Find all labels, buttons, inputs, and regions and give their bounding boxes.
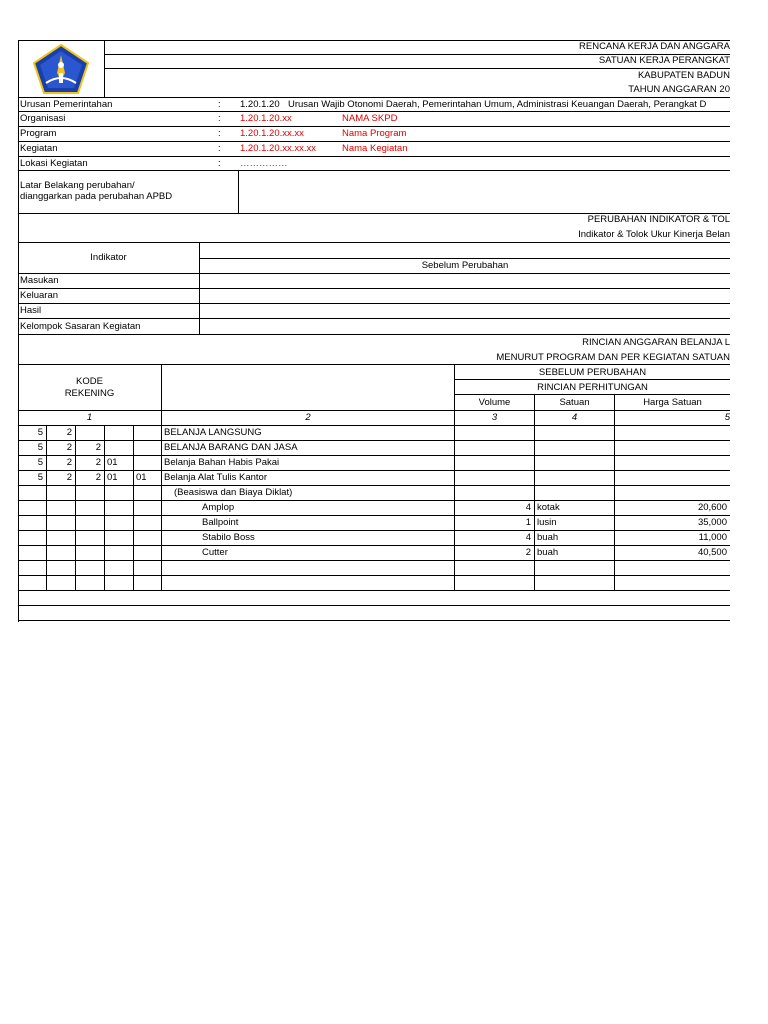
- cell-k2: [47, 531, 76, 545]
- rincian-table-header: [18, 365, 730, 411]
- cell-k1: [18, 516, 47, 530]
- info-label: Organisasi: [20, 113, 66, 124]
- header-line-4: TAHUN ANGGARAN 20: [628, 84, 730, 95]
- info-code: 1.20.1.20.xx.xx.xx: [240, 143, 317, 154]
- table-row: [18, 501, 730, 516]
- cell-uraian: Amplop: [162, 501, 455, 515]
- header-line-1: RENCANA KERJA DAN ANGGARA: [105, 40, 730, 55]
- cell-k3: [76, 546, 105, 560]
- indikator-subtitle: Indikator & Tolok Ukur Kinerja Belan: [18, 227, 730, 243]
- header-block: [18, 40, 730, 97]
- cell-sat: [535, 486, 615, 500]
- cell-harga: 40,500: [697, 547, 727, 558]
- cell-k2: [47, 486, 76, 500]
- cell-k5: [134, 531, 162, 545]
- cell-k5: [134, 456, 162, 470]
- cell-harga: 20,600: [697, 502, 727, 513]
- info-colon: :: [218, 99, 221, 110]
- cell-vol: [455, 441, 535, 455]
- cell-k2: [47, 546, 76, 560]
- info-row-kegiatan: [18, 142, 730, 157]
- cell-k1: [18, 576, 47, 590]
- cell-sat: buah: [535, 546, 615, 560]
- cell-sat: [535, 576, 615, 590]
- table-row: [18, 456, 730, 471]
- cell-k4: [105, 441, 134, 455]
- cell-k4: [105, 426, 134, 440]
- table-row: [18, 576, 730, 591]
- cell-vol: [455, 456, 535, 470]
- cell-k3: [76, 426, 105, 440]
- cell-k5: [134, 441, 162, 455]
- info-code: 1.20.1.20.xx: [240, 113, 292, 124]
- cell-k5: [134, 576, 162, 590]
- table-row: [18, 516, 730, 531]
- cell-sat: [535, 456, 615, 470]
- cell-k1: [18, 501, 47, 515]
- cell-k3: [76, 531, 105, 545]
- cell-harga: [615, 486, 730, 500]
- info-colon: :: [218, 143, 221, 154]
- info-label: Urusan Pemerintahan: [20, 99, 113, 110]
- cell-uraian: [162, 576, 455, 590]
- cell-k3: [76, 576, 105, 590]
- cell-k3: [76, 516, 105, 530]
- rincian-section: [18, 335, 730, 621]
- latar-belakang-label: Latar Belakang perubahan/ dianggarkan pada perubahan APBD: [18, 171, 239, 213]
- cell-k4: [105, 501, 134, 515]
- spacer-row: [18, 606, 730, 621]
- cell-harga: [615, 426, 730, 440]
- table-row: [18, 561, 730, 576]
- cell-k4: [105, 546, 134, 560]
- info-code: ……………: [240, 158, 288, 169]
- info-colon: :: [218, 128, 221, 139]
- table-row: [18, 471, 730, 486]
- cell-k2: [47, 501, 76, 515]
- cell-harga: [615, 576, 730, 590]
- table-row: [18, 531, 730, 546]
- cell-harga: [615, 456, 730, 470]
- cell-sat: [535, 426, 615, 440]
- cell-harga: [615, 471, 730, 485]
- cell-k1: 5: [18, 456, 47, 470]
- harga-satuan-header: Harga Satuan: [643, 397, 702, 408]
- sebelum-perubahan-header: SEBELUM PERUBAHAN: [455, 365, 730, 380]
- cell-vol: 4: [455, 531, 535, 545]
- cell-vol: [455, 471, 535, 485]
- cell-k3: 2: [76, 441, 105, 455]
- uraian-header: [162, 365, 455, 410]
- table-row: [18, 441, 730, 456]
- cell-k3: [76, 561, 105, 575]
- cell-harga: [615, 441, 730, 455]
- info-name: Nama Program: [342, 128, 407, 139]
- indikator-section: [18, 212, 730, 335]
- indikator-row: Kelompok Sasaran Kegiatan: [18, 319, 730, 335]
- cell-uraian: (Beasiswa dan Biaya Diklat): [162, 486, 455, 500]
- cell-vol: 4: [455, 501, 535, 515]
- cell-k2: 2: [47, 471, 76, 485]
- indikator-title: PERUBAHAN INDIKATOR & TOL: [587, 214, 730, 225]
- cell-vol: [455, 426, 535, 440]
- info-code: 1.20.1.20: [240, 99, 280, 110]
- cell-uraian: Stabilo Boss: [162, 531, 455, 545]
- cell-k1: [18, 486, 47, 500]
- cell-k5: [134, 561, 162, 575]
- table-row: [18, 546, 730, 561]
- cell-k4: [105, 516, 134, 530]
- cell-uraian: Belanja Alat Tulis Kantor: [162, 471, 455, 485]
- cell-k3: 2: [76, 456, 105, 470]
- indikator-row: Hasil: [18, 304, 730, 319]
- info-colon: :: [218, 113, 221, 124]
- cell-k2: 2: [47, 426, 76, 440]
- cell-k1: 5: [18, 426, 47, 440]
- table-row: [18, 426, 730, 441]
- cell-uraian: Ballpoint: [162, 516, 455, 530]
- spacer-row: [18, 591, 730, 606]
- rincian-subtitle: MENURUT PROGRAM DAN PER KEGIATAN SATUAN: [18, 350, 730, 365]
- cell-k1: [18, 561, 47, 575]
- cell-uraian: BELANJA BARANG DAN JASA: [162, 441, 455, 455]
- cell-vol: [455, 561, 535, 575]
- info-colon: :: [218, 158, 221, 169]
- cell-k1: [18, 531, 47, 545]
- cell-vol: 2: [455, 546, 535, 560]
- cell-k1: [18, 546, 47, 560]
- cell-vol: 1: [455, 516, 535, 530]
- info-name: Urusan Wajib Otonomi Daerah, Pemerintahan Umum, Administrasi Keuangan Daerah, Perangkat D: [288, 99, 707, 110]
- cell-harga: 11,000: [698, 532, 727, 543]
- sebelum-perubahan-header: Sebelum Perubahan: [421, 260, 509, 271]
- info-name: Nama Kegiatan: [342, 143, 408, 154]
- kode-rekening-header: KODE REKENING: [18, 365, 162, 410]
- table-row: [18, 486, 730, 501]
- rincian-data-rows: [18, 426, 730, 591]
- cell-k1: 5: [18, 441, 47, 455]
- info-row-organisasi: [18, 112, 730, 127]
- satuan-header: Satuan: [535, 395, 615, 410]
- info-row-lokasi: [18, 157, 730, 171]
- logo-cell: [18, 40, 105, 97]
- cell-vol: [455, 576, 535, 590]
- cell-k4: [105, 486, 134, 500]
- cell-k5: [134, 486, 162, 500]
- cell-k2: [47, 516, 76, 530]
- cell-k3: 2: [76, 471, 105, 485]
- info-label: Program: [20, 128, 57, 139]
- header-line-3: KABUPATEN BADUN: [105, 68, 730, 84]
- cell-k5: [134, 501, 162, 515]
- info-code: 1.20.1.20.xx.xx: [240, 128, 304, 139]
- indikator-row: Keluaran: [18, 289, 730, 304]
- volume-header: Volume: [455, 395, 535, 410]
- column-number-row: 1 2 3 4 5: [18, 411, 730, 426]
- cell-k2: [47, 561, 76, 575]
- cell-k2: 2: [47, 456, 76, 470]
- cell-sat: kotak: [535, 501, 615, 515]
- rincian-perhitungan-header: RINCIAN PERHITUNGAN: [455, 380, 730, 395]
- cell-vol: [455, 486, 535, 500]
- info-label: Kegiatan: [20, 143, 58, 154]
- kabupaten-logo-icon: [32, 43, 90, 95]
- cell-uraian: BELANJA LANGSUNG: [162, 426, 455, 440]
- cell-harga: [615, 561, 730, 575]
- cell-k5: [134, 516, 162, 530]
- cell-k5: [134, 426, 162, 440]
- cell-uraian: [162, 561, 455, 575]
- cell-sat: buah: [535, 531, 615, 545]
- cell-sat: [535, 441, 615, 455]
- cell-k3: [76, 501, 105, 515]
- cell-harga: 35,000: [697, 517, 727, 528]
- cell-k4: [105, 531, 134, 545]
- cell-k3: [76, 486, 105, 500]
- cell-k4: 01: [105, 456, 134, 470]
- cell-k1: 5: [18, 471, 47, 485]
- cell-sat: [535, 561, 615, 575]
- info-label: Lokasi Kegiatan: [20, 158, 88, 169]
- cell-k2: [47, 576, 76, 590]
- info-row-program: [18, 127, 730, 142]
- cell-k5: 01: [134, 471, 162, 485]
- cell-uraian: Belanja Bahan Habis Pakai: [162, 456, 455, 470]
- cell-uraian: Cutter: [162, 546, 455, 560]
- cell-sat: lusin: [535, 516, 615, 530]
- indikator-header: [18, 243, 730, 274]
- cell-k5: [134, 546, 162, 560]
- cell-k4: [105, 576, 134, 590]
- latar-belakang-row: [18, 171, 730, 214]
- info-name: NAMA SKPD: [342, 113, 398, 124]
- cell-k4: [105, 561, 134, 575]
- cell-sat: [535, 471, 615, 485]
- info-row-urusan: [18, 97, 730, 112]
- cell-k2: 2: [47, 441, 76, 455]
- header-line-2: SATUAN KERJA PERANGKAT: [598, 55, 730, 66]
- indikator-row: Masukan: [18, 274, 730, 289]
- rincian-title: RINCIAN ANGGARAN BELANJA L: [582, 337, 730, 348]
- indikator-col-header: Indikator: [18, 243, 200, 273]
- cell-k4: 01: [105, 471, 134, 485]
- info-block: [18, 97, 730, 214]
